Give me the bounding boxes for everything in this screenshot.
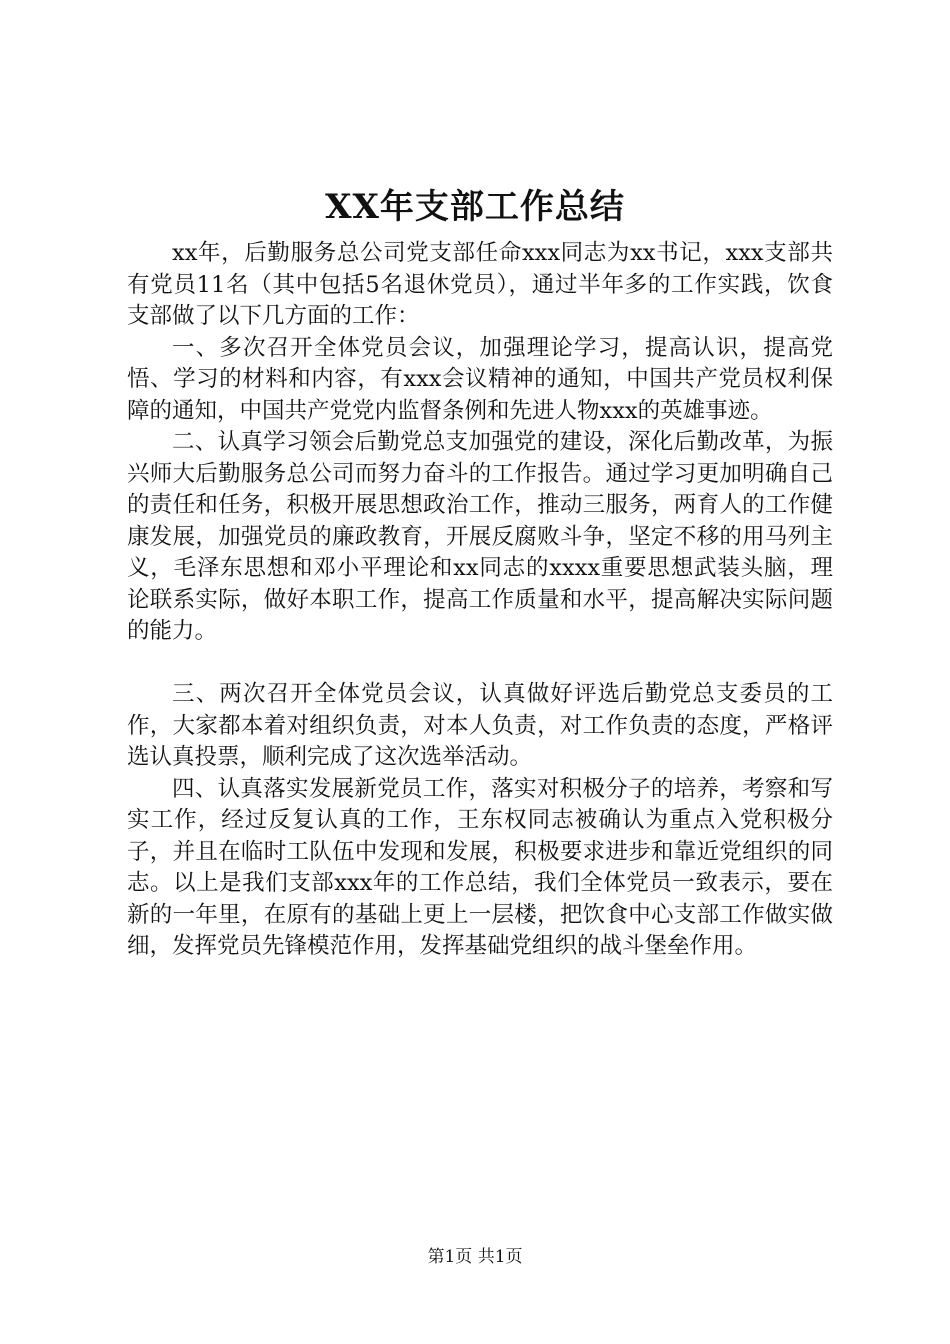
paragraph-section-2: 二、认真学习领会后勤党总支加强党的建设，深化后勤改革，为振兴师大后勤服务总公司而努力奋斗的工作报告。通过学习更加明确自己的责任和任务，积极开展思想政治工作，推动三服务，两育人的工作健康发展，加强党员的廉政教育，开展反腐败斗争，坚定不移的用马列主义，毛泽东思想和邓小平理论和xx同志的xxxx重要思想武装头脑，理论联系实际，做好本职工作，提高工作质量和水平，提高解决实际问题的能力。 (127, 429, 833, 644)
paragraph-intro: xx年，后勤服务总公司党支部任命xxx同志为xx书记，xxx支部共有党员11名（其中包括5名退休党员），通过半年多的工作实践，饮食支部做了以下几方面的工作： (127, 240, 833, 329)
paragraph-section-1: 一、多次召开全体党员会议，加强理论学习，提高认识，提高党悟、学习的材料和内容，有xxx会议精神的通知，中国共产党员权利保障的通知，中国共产党党内监督条例和先进人物xxx的英雄事迹。 (127, 334, 833, 424)
document-title: XX年支部工作总结 (325, 187, 625, 227)
page-footer: 第1页 共1页 (427, 1247, 523, 1267)
document-body (127, 238, 833, 963)
paragraph-section-4: 四、认真落实发展新党员工作，落实对积极分子的培养，考察和写实工作，经过反复认真的工作，王东权同志被确认为重点入党积极分子，并且在临时工队伍中发现和发展，积极要求进步和靠近党组织的同志。以上是我们支部xxx年的工作总结，我们全体党员一致表示，要在新的一年里，在原有的基础上更上一层楼，把饮食中心支部工作做实做细，发挥党员先锋模范作用，发挥基础党组织的战斗堡垒作用。 (127, 775, 833, 959)
paragraph-section-3: 三、两次召开全体党员会议，认真做好评选后勤党总支委员的工作，大家都本着对组织负责，对本人负责，对工作负责的态度，严格评选认真投票，顺利完成了这次选举活动。 (127, 681, 833, 770)
